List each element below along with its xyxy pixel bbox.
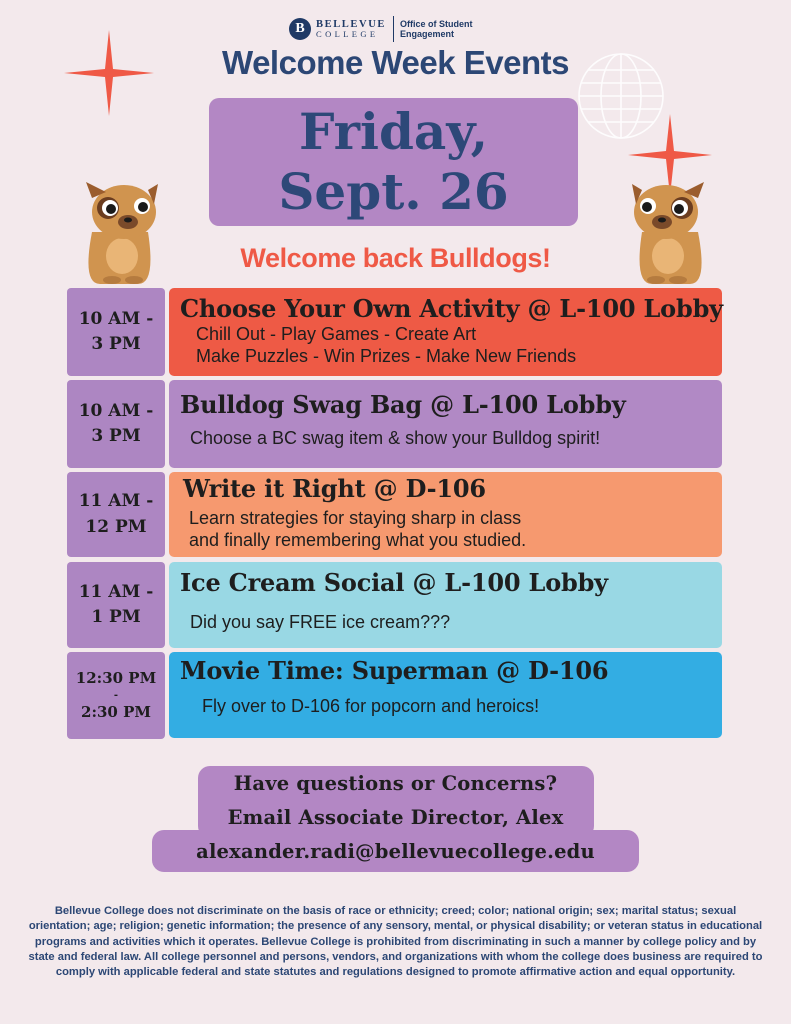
event-description: and finally remembering what you studied. [189, 530, 527, 550]
event-card [169, 288, 722, 376]
event-time [67, 472, 165, 557]
event-date: Sept. 26 [278, 162, 509, 221]
event-card [169, 380, 722, 468]
logo-wordmark [316, 20, 386, 39]
nondiscrimination-statement: Bellevue College does not discriminate on the basis of race or ethnicity; creed; color; national origin; sex; marital status; sexual orientation; age; religion; genetic information; the presence of any sensory, mental, or physical disability; or veteran status in educational programs and activities which it operates. Bellevue College is prohibited from discriminating in such a manner by college policy and by state and federal law. All college personnel and persons, vendors, and organizations with whom the college does business are required to comply with applicable federal and state statutes and regulations designed to promote affirmative action and equal opportunity. [28, 905, 763, 979]
event-title: Bulldog Swag Bag @ L-100 Lobby [180, 390, 626, 419]
event-time [67, 288, 165, 376]
event-description: Learn strategies for staying sharp in class [189, 508, 522, 528]
event-date-box [209, 98, 578, 226]
event-time-start: 11 AM - [78, 491, 154, 511]
logo-wordmark-line2: COLLEGE [316, 29, 379, 39]
event-time-end: 3 PM [91, 426, 141, 446]
event-description: Chill Out - Play Games - Create Art [196, 324, 477, 344]
event-title: Write it Right @ D-106 [183, 474, 486, 503]
event-time-end: 12 PM [85, 516, 147, 537]
event-description: Choose a BC swag item & show your Bulldog spirit! [190, 428, 601, 448]
page-title: Welcome Week Events [222, 44, 569, 81]
event-description: Make Puzzles - Win Prizes - Make New Friends [196, 346, 577, 366]
event-time-end: 2:30 PM [81, 702, 151, 721]
event-time-start: 10 AM - [78, 308, 154, 329]
event-time-end: 1 PM [91, 607, 141, 627]
event-description: Did you say FREE ice cream??? [190, 612, 451, 632]
event-card [169, 562, 722, 648]
event-title: Choose Your Own Activity @ L-100 Lobby [180, 294, 723, 323]
event-time-end: 3 PM [91, 334, 141, 354]
event-time-separator: - [113, 689, 119, 701]
logo-wordmark-line1: BELLEVUE [316, 18, 386, 30]
event-card [169, 472, 722, 557]
event-title: Ice Cream Social @ L-100 Lobby [180, 568, 608, 597]
logo-office-text: Office of Student Engagement [400, 18, 473, 39]
event-description: Fly over to D-106 for popcorn and heroics! [202, 696, 540, 716]
event-time [67, 652, 165, 739]
logo-mark: B [289, 18, 311, 40]
event-day: Friday, [299, 102, 488, 161]
event-time [67, 562, 165, 648]
welcome-greeting: Welcome back Bulldogs! [240, 243, 551, 273]
contact-email-link[interactable]: alexander.radi@bellevuecollege.edu [196, 840, 595, 863]
event-time-start: 11 AM - [78, 581, 154, 602]
event-time-start: 10 AM - [78, 400, 154, 421]
contact-question: Have questions or Concerns? [233, 772, 558, 795]
event-title: Movie Time: Superman @ D-106 [180, 656, 609, 685]
contact-instruction: Email Associate Director, Alex [227, 806, 564, 829]
event-time-start: 12:30 PM [75, 668, 157, 687]
event-card [169, 652, 722, 738]
event-time [67, 380, 165, 468]
logo-divider [393, 16, 394, 42]
college-logo [289, 14, 489, 44]
